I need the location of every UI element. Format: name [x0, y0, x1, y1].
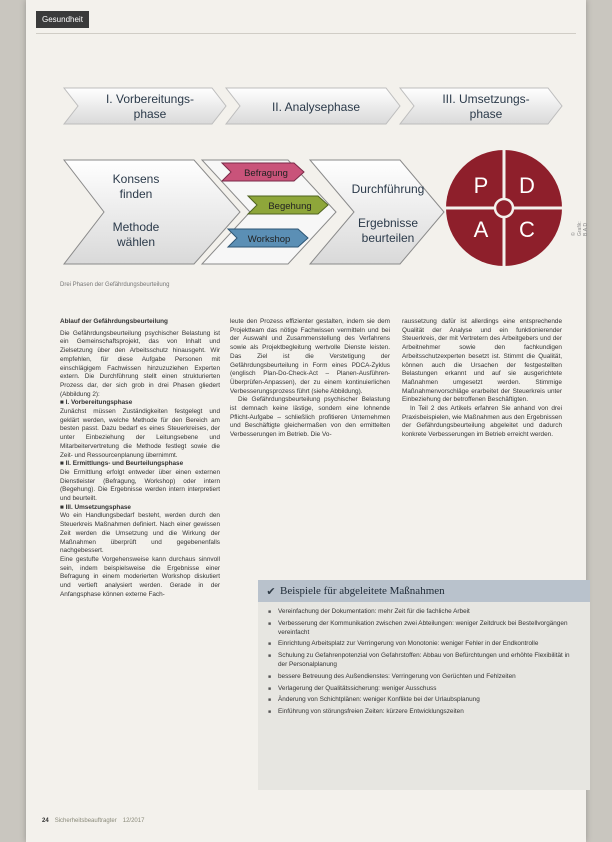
magazine-name: Sicherheitsbeauftragter: [54, 818, 117, 824]
col2-paragraph-1: leute den Prozess effizienter gestalten, indem sie dem Projektteam das nötige Fachwissen vermitteln und bei der Auswahl und Zusammenstellung des Verfahrens sowie als Projektbegleitung wertvolle Dienste leisten. Das Ziel ist die Verstetigung der Gefährdungsbeurteilung in Form eines PDCA-Zyklus (englisch Plan-Do-Check-Act – Planen-Ausführen-Überprüfen-Anpassen), der zu einem kontinuierlichen Verbesserungsprozess führt (siehe Abbildung).: [230, 318, 390, 395]
col1-bullet-3: ■ III. Umsetzungsphase: [60, 503, 131, 511]
checkmark-icon: ✔: [266, 585, 276, 598]
measures-box-title: Beispiele für abgeleitete Maßnahmen: [280, 585, 445, 597]
measure-item: ■ Verlagerung der Qualitätssicherung: weniger Ausschuss: [268, 685, 580, 694]
pdca-p: P: [473, 173, 489, 198]
left-block-text-3: Methode: [112, 220, 160, 234]
measures-box-header: [258, 580, 590, 602]
article-heading: Ablauf der Gefährdungsbeurteilung: [60, 318, 168, 325]
measure-item: ■ Schulung zu Gefahrenpotenzial von Gefahrstoffen: Abbau von Befürchtungen und erhöhte Flexibilität in der Personalplanung: [268, 652, 580, 670]
measure-item: ■ Verbesserung der Kommunikation zwischen zwei Abteilungen: weniger Zeitdruck bei Bestellvorgängen vereinfacht: [268, 620, 580, 638]
figure-caption: Drei Phasen der Gefährdungsbeurteilung: [60, 282, 170, 288]
phase-3-label-a: III. Umsetzungs-: [442, 92, 530, 106]
magazine-page: [26, 0, 589, 842]
measure-item: ■ bessere Betreuung des Außendienstes: Verringerung von Gerüchten und Fehlzeiten: [268, 673, 580, 682]
method-begehung-label: Begehung: [268, 201, 312, 212]
page-number: 24: [42, 818, 49, 824]
right-block-text-2: Ergebnisse: [357, 216, 419, 230]
figure-credit: © Grafik: B.A.D: [571, 221, 589, 236]
col2-paragraph-2: Die Gefährdungsbeurteilung psychischer Belastung ist demnach keine lästige, sondern eine lohnende Pflicht-Aufgabe – schließlich profitieren Unternehmen und Beschäftigte gleichermaßen von den ermittelten Verbesserungen im Betrieb. Die Vo-: [230, 396, 390, 439]
article-column-1: [60, 318, 220, 600]
section-tag: Gesundheit: [36, 11, 89, 28]
col3-paragraph-2: In Teil 2 des Artikels erfahren Sie anhand von drei Praxisbeispielen, wie Maßnahmen aus den Ergebnissen der Gefährdungsbeurteilung abgeleitet und dadurch konkrete Verbesserungen im Betrieb erreicht werden.: [402, 405, 562, 439]
col1-paragraph-3: Die Ermittlung erfolgt entweder über einen externen Dienstleister (Befragung, Workshop) oder intern (Begehung). Die Ergebnisse werden intern interpretiert und beurteilt.: [60, 468, 220, 503]
left-block-text-4: wählen: [116, 235, 156, 249]
col1-paragraph-4: Wo ein Handlungsbedarf besteht, werden durch den Steuerkreis Maßnahmen definiert. Nach einer gewissen Zeit werden die Umsetzung und die Wirkung der Maßnahmen überprüft und gegebenenfalls nachgebessert.: [60, 512, 220, 555]
phase-3-label-b: phase: [469, 107, 503, 121]
pdca-d: D: [519, 173, 535, 198]
measure-item: ■ Vereinfachung der Dokumentation: mehr Zeit für die fachliche Arbeit: [268, 608, 580, 617]
left-block-text-2: finden: [119, 187, 153, 201]
col1-paragraph-5: Eine gestufte Vorgehensweise kann durchaus sinnvoll sein, indem beispielsweise die Ergebnisse einer Befragung in einem moderierten Workshop diskutiert und vertieft analysiert werden. Gerade in der Anfangsphase können externe Fach-: [60, 555, 220, 598]
col1-paragraph-1: Die Gefährdungsbeurteilung psychischer Belastung ist ein Gemeinschaftsprojekt, das von Inhalt und Zielsetzung über den Arbeitsschutz hinausgeht. Wir empfehlen, für diese Aufgabe Personen mit einschlägigem Fachwissen hinzuzuziehen Experten extern. Die Durchführung stellt einen strukturierten Prozess dar, der sich grob in drei Phasen gliedert (Abbildung 2):: [60, 329, 220, 398]
phase-2-label: II. Analysephase: [271, 100, 361, 114]
right-block-text-3: beurteilen: [361, 231, 415, 245]
col3-paragraph-1: raussetzung dafür ist allerdings eine entsprechende Qualität der Analyse und ein funktionierender Steuerkreis, der mit Vertretern des Arbeitgebers und der Arbeitnehmer sowie den fachkundigen Arbeitsschutzexperten besetzt ist. Stimmt die Qualität, können auch die Ursachen der festgestellten Belastungen erkannt und auf sie ausgerichtete Maßnahmen umgesetzt werden. Stimmige Maßnahmenvorschläge erarbeitet der Steuerkreis unter Einbeziehung der betroffenen Beschäftigten.: [402, 318, 562, 404]
phase-1-label-b: phase: [133, 107, 167, 121]
right-block-text-1: Durchführung: [351, 182, 425, 196]
col1-paragraph-2: Zunächst müssen Zuständigkeiten festgelegt und geklärt werden, welche Methode für den Bereich am besten passt. Dazu bedarf es eines Steuerkreises, der unter Einbeziehung der Leitungsebene und Mitarbeitervertretung die Methode festlegt sowie die Zeit- und Ressourcenplanung übernimmt.: [60, 408, 220, 459]
method-befragung-label: Befragung: [244, 168, 288, 179]
measure-item: ■ Einrichtung Arbeitsplatz zur Verringerung von Monotonie: weniger Fehler in der Endkontrolle: [268, 640, 580, 649]
pdca-c: C: [519, 217, 535, 242]
pdca-center-ring: [495, 199, 513, 217]
measures-list: [258, 608, 590, 717]
method-workshop-label: Workshop: [247, 234, 291, 245]
article-column-2: [230, 318, 390, 440]
phases-diagram: [26, 0, 586, 300]
page-footer: [42, 818, 144, 824]
issue-number: 12/2017: [122, 818, 145, 824]
article-column-3: [402, 318, 562, 440]
measure-item: ■ Änderung von Schichtplänen: weniger Konflikte bei der Urlaubsplanung: [268, 696, 580, 705]
measure-item: ■ Einführung von störungsfreien Zeiten: kürzere Entwicklungszeiten: [268, 708, 580, 717]
phase-1-label-a: I. Vorbereitungs-: [105, 92, 195, 106]
pdca-a: A: [473, 217, 489, 242]
col1-bullet-2: ■ II. Ermittlungs- und Beurteilungsphase: [60, 460, 184, 468]
left-block-text-1: Konsens: [112, 172, 160, 186]
col1-bullet-1: ■ I. Vorbereitungsphase: [60, 399, 133, 407]
measures-box: [258, 580, 590, 790]
